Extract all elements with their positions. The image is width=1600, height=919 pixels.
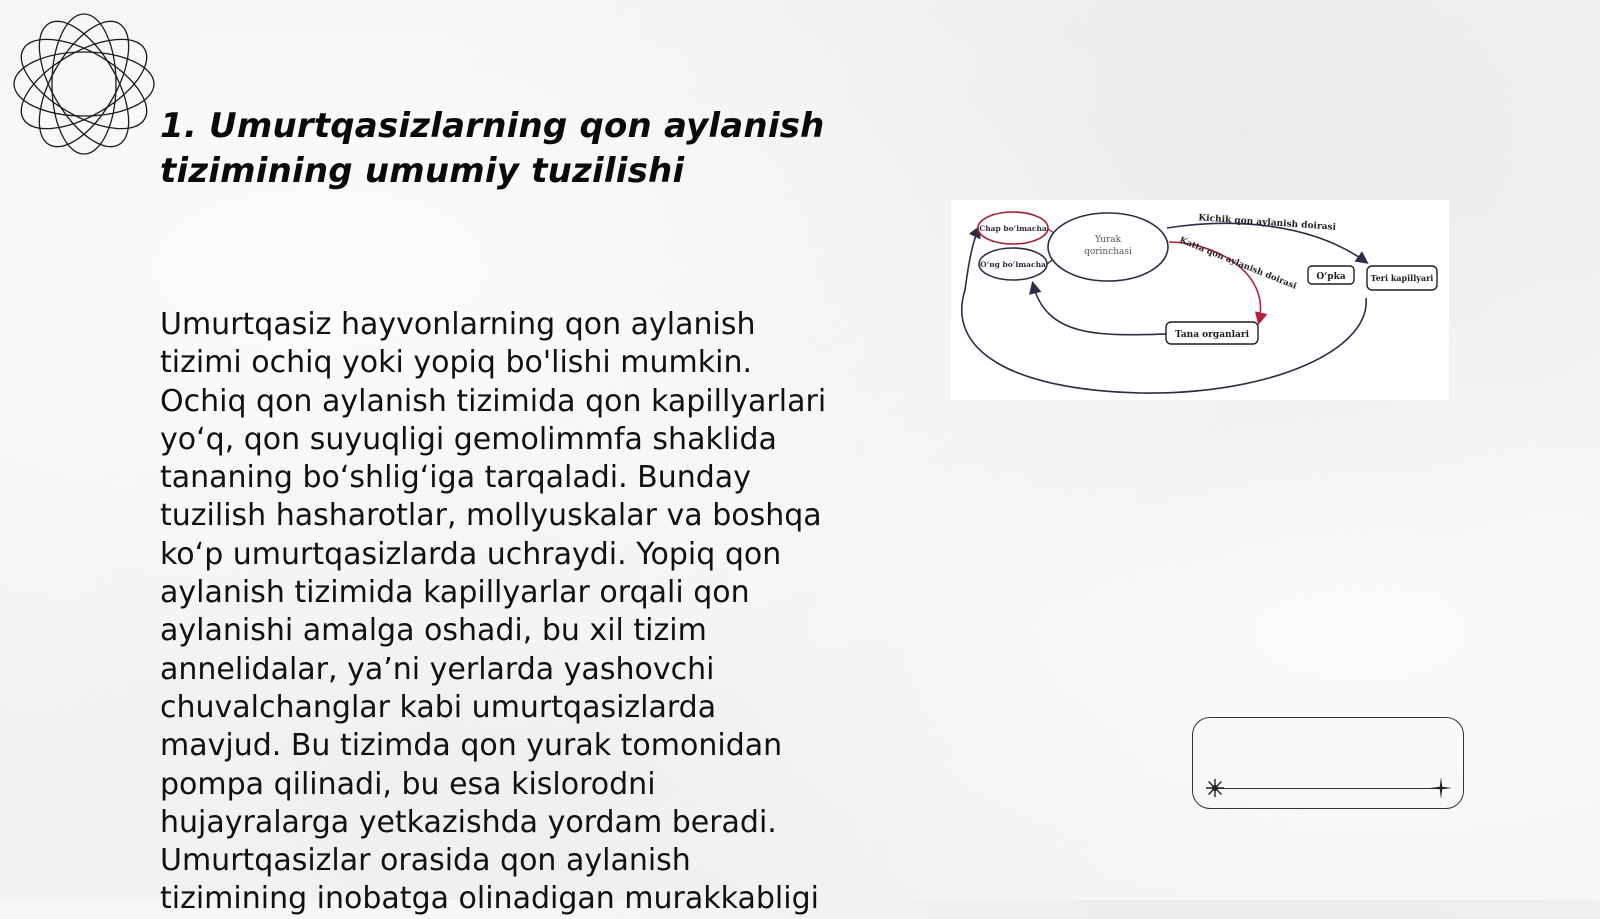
circulation-diagram-svg <box>951 200 1449 400</box>
large-circle-label: Katta qon aylanish doirasi <box>1177 235 1298 292</box>
four-point-star-icon <box>1429 776 1453 800</box>
slide-body-text: Umurtqasiz hayvonlarning qon aylanish tizimi ochiq yoki yopiq bo'lishi mumkin. Ochiq qon aylanish tizimida qon kapillyarlari yo‘q, qon suyuqligi gemolimmfa shaklida tananing bo‘shlig‘iga tarqaladi. Bunday tuzilish hasharotlar, mollyuskalar va boshqa ko‘p umurtqasizlarda uchraydi. Yopiq qon aylanish tizimida kapillyarlar orqali qon aylanishi amalga oshadi, bu xil tizim annelidalar, ya’ni yerlarda yashovchi chuvalchanglar kabi umurtqasizlarda mavjud. Bu tizimda qon yurak tomonidan pompa qilinadi, bu esa kislorodni hujayralarga yetkazishda yordam beradi. Umurtqasizlar orasida qon aylanish tizimining inobatga olinadigan murakkabligi <box>160 307 827 917</box>
decorative-frame <box>1192 717 1464 809</box>
sparkle-icon <box>1203 776 1227 800</box>
lungs-label: O‘pka <box>1316 272 1346 282</box>
right-atrium-label: O‘ng bo‘lmacha <box>980 260 1046 269</box>
decorative-line <box>1215 788 1441 789</box>
circular-knot-icon <box>10 10 158 158</box>
body-organs-label: Tana organlari <box>1175 330 1249 340</box>
return-to-right-atrium-path <box>1033 284 1166 335</box>
left-atrium-label: Chap bo‘lmacha <box>979 224 1047 233</box>
ventricle-label: Yurak qorinchasi <box>1084 235 1132 257</box>
slide-title: 1. Umurtqasizlarning qon aylanish tizimining umumiy tuzilishi <box>160 106 825 191</box>
small-circle-label: Kichik qon aylanish doirasi <box>1198 213 1337 233</box>
skin-capillaries-label: Teri kapillyari <box>1370 273 1434 283</box>
circulation-diagram <box>951 200 1449 400</box>
